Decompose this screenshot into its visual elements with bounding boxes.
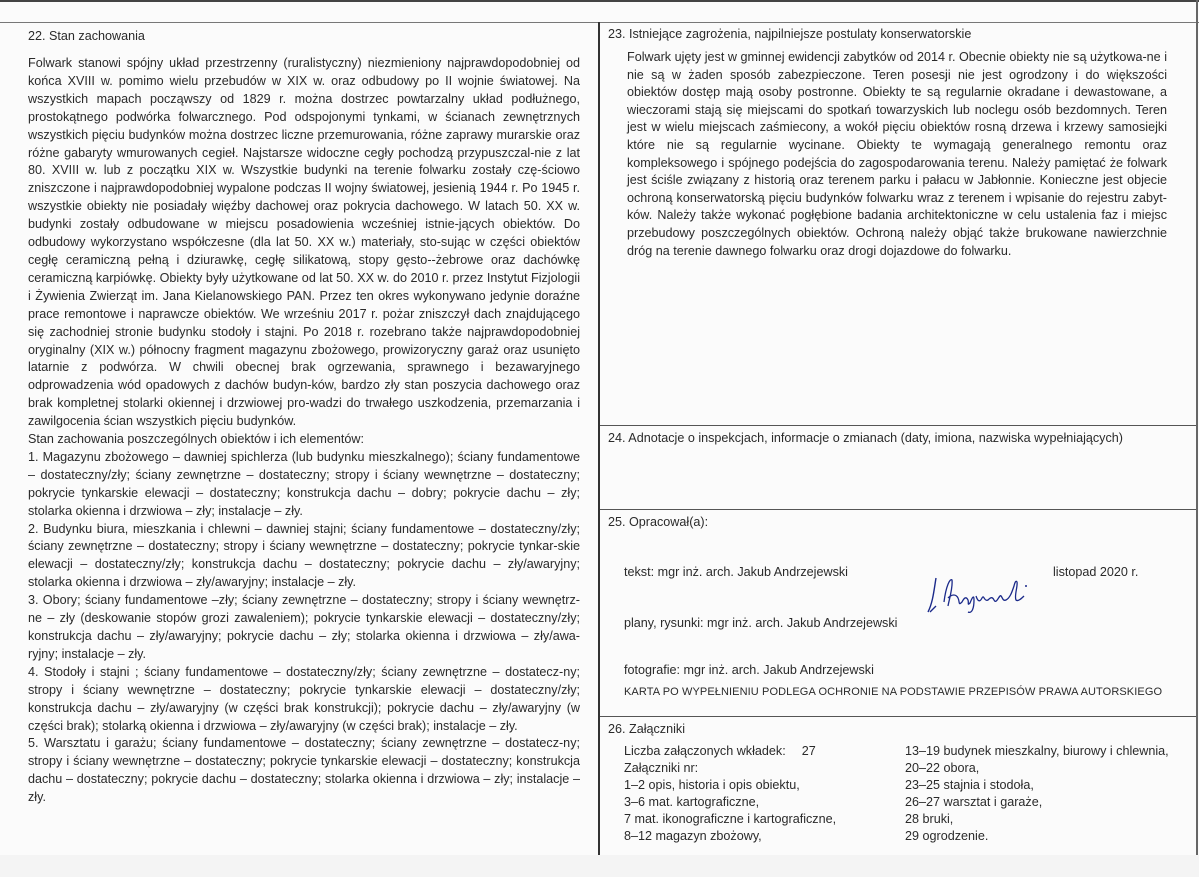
condition-item-2: 2. Budynku biura, mieszkania i chlewni – dawniej stajni; ściany fundamentowe – dostateczny/zły; ściany zewnętrzne – dostateczny; stropy i ściany wewnętrzne – dostateczny; pokrycie tynkar-skie elewacji – dostateczny/zły; konstrukcja dachu – dostateczny; pokrycie dachu – zły/awaryjny; stolarka okienna i drzwiowa – zły/awaryjny; instalacje – zły. — [28, 521, 580, 590]
section-25 — [600, 510, 1196, 717]
section-23 — [600, 22, 1196, 426]
section-24-title: 24. Adnotacje o inspekcjach, informacje o zmianach (daty, imiona, nazwiska wypełniających) — [608, 431, 1123, 445]
photos-author-line: fotografie: mgr inż. arch. Jakub Andrzejewski — [624, 663, 874, 677]
section-24 — [600, 426, 1196, 510]
attachment-item: 29 ogrodzenie. — [905, 829, 989, 843]
section-22-title: 22. Stan zachowania — [28, 29, 145, 43]
attachment-item: 1–2 opis, historia i opis obiektu, — [624, 778, 800, 792]
attachments-left — [624, 743, 836, 845]
section-23-title: 23. Istniejące zagrożenia, najpilniejsze postulaty konserwatorskie — [608, 27, 972, 41]
condition-paragraph: Folwark stanowi spójny układ przestrzenny (ruralistyczny) niezmieniony najprawdopodobniej od końca XVIII w. pomimo wielu przebudów w XIX w. oraz odbudowy po II wojnie światowej. Na wszystkich mapach począwszy od 1829 r. można dostrzec powtarzalny układ podłużnego, prostokątnego podwórka folwarcznego. Pod odspojonymi tynkami, w ścianach zewnętrznych wszystkich pięciu budynków można dostrzec liczne przemurowania, różne zaprawy murarskie oraz różne gabaryty wmurowanych cegieł. Najstarsze widoczne cegły pochodzą przypuszczal-nie z lat 80. XVIII w. lub z początku XIX w. Wszystkie budynki na terenie folwarku zostały czę-ściowo zniszczone i najprawdopodobniej wypalone podczas II wojny światowej, jesienią 1944 r. Po 1945 r. wszystkie obiekty nie posiadały więźby dachowej oraz pokrycia dachowego. W latach 50. XX w. budynki zostały odbudowane w miejscu posadowienia wcześniej istnie-jących obiektów. Do odbudowy wykorzystano współczesne (dla lat 50. XX w.) materiały, sto-sując w części obiektów cegłę ceramiczną pełną i dziurawkę, cegłę silikatową, stopy gęsto--żebrowe oraz dachówkę ceramiczną karpiówkę. Obiekty były użytkowane od lat 50. XX w. do 2010 r. przez Instytut Fizjologii i Żywienia Zwierząt im. Jana Kielanowskiego PAN. Przez ten okres wykonywano jedynie doraźne prace remontowe i naprawcze obiektów. We wrześniu 2017 r. pożar zniszczył dach znajdującego się zachodniej stronie budynku stodoły i stajni. Po 2018 r. rozebrano także najprawdopodobniej oryginalny (XIX w.) północny fragment magazynu zbożowego, prowizoryczny garaż oraz usunięto latarnie z podwórza. W chwili obecnej brak ogrzewania, sprawnego i bezawaryjnego odprowadzenia wód opadowych z dachów budyn-ków, bardzo zły stan poszycia dachowego oraz brak kompletnej stolarki okiennej i drzwiowej pro-wadzi do trwałego uszkodzenia, przemarzania i zawilgocenia ścian wszystkich pięciu budynków. — [28, 56, 580, 429]
attachment-item: 7 mat. ikonograficzne i kartograficzne, — [624, 812, 837, 826]
preparation-date: listopad 2020 r. — [1053, 565, 1139, 579]
attachment-item: 23–25 stajnia i stodoła, — [905, 778, 1034, 792]
signature-image — [922, 572, 1034, 616]
section-26-title: 26. Załączniki — [608, 722, 685, 736]
condition-item-3: 3. Obory; ściany fundamentowe –zły; ściany zewnętrzne – dostateczny; stropy i ściany wewnętrz-ne – zły (deskowanie stopów grozi zawaleniem); pokrycie tynkarskie elewacji – dostateczny/zły; konstrukcja dachu – zły/awaryjny; pokrycie dachu – zły; stolarka okienna i drzwiowa – zły/awa-ryjny; instalacje – zły. — [28, 593, 580, 661]
section-22 — [28, 27, 580, 807]
attachment-item: 20–22 obora, — [905, 761, 980, 775]
insert-count-label: Liczba załączonych wkładek: — [624, 744, 786, 758]
attachment-item: 8–12 magazyn zbożowy, — [624, 829, 762, 843]
section-23-body: Folwark ujęty jest w gminnej ewidencji zabytków od 2014 r. Obecnie obiekty nie są użytkowa-ne i nie są w żaden sposób zabezpieczone. Teren posesji nie jest ogrodzony i do większości obiektów dostęp mają osoby postronne. Obiekty te są regularnie okradane i dewastowane, a wieczorami stają się miejscami do spotkań towarzyskich lub noclegu osób bezdomnych. Teren jest w wielu miejscach zaśmiecony, a wokół pięciu obiektów rosną drzewa i krzewy samosiejki które nie są regularnie wycinane. Obiekty te wymagają generalnego remontu oraz kompleksowego i spójnego podejścia do zagospodarowania terenu. Należy pamiętać że folwark jest ściśle związany z historią oraz terenem parku i pałacu w Jabłonnie. Konieczne jest objecie ochroną konserwatorską pięciu budynków folwarku wraz z terenem i wpisanie do rejestru zabyt-ków. Należy także wykonać pogłębione badania architektoniczne w celu ustalenia faz i miejsc przebudowy poszczególnych obiektów. Ochroną należy objąć także brukowane nawierzchnie dróg na terenie dawnego folwarku oraz drogi dojazdowe do folwarku. — [627, 50, 1167, 258]
right-border — [1196, 0, 1198, 855]
top-border — [0, 0, 1199, 2]
attachments-label: Załączniki nr: — [624, 761, 699, 775]
condition-item-5: 5. Warsztatu i garażu; ściany fundamentowe – dostateczny; ściany zewnętrzne – dostatecz-ny; stropy i ściany wewnętrzne – dostateczny; pokrycie tynkarskie elewacji – dostateczny; konstrukcja dachu – dostateczny; pokrycie dachu – dostateczny; stolarka okienna i drzwiowa – zły; instalacje – zły. — [28, 736, 580, 805]
condition-item-1: 1. Magazynu zbożowego – dawniej spichlerza (lub budynku mieszkalnego); ściany fundamentowe – dostateczny/zły; ściany zewnętrzne – dostateczny; stropy i ściany wewnętrzne – dostateczny; pokrycie tynkarskie elewacji – dostateczny; konstrukcja dachu – dobry; pokrycie dachu – zły; stolarka okienna i drzwiowa – zły; instalacje – zły. — [28, 449, 580, 518]
attachments-right — [905, 743, 1169, 845]
attachment-item: 28 bruki, — [905, 812, 954, 826]
condition-intro: Stan zachowania poszczególnych obiektów i ich elementów: — [28, 432, 365, 447]
section-25-title: 25. Opracował(a): — [608, 515, 709, 529]
attachment-item: 26–27 warsztat i garaże, — [905, 795, 1043, 809]
attachment-item: 13–19 budynek mieszkalny, biurowy i chlewnia, — [905, 744, 1169, 758]
condition-item-4: 4. Stodoły i stajni ; ściany fundamentowe – dostateczny/zły; ściany zewnętrzne – dostatecz-ny; stropy i ściany wewnętrzne – dostateczny; pokrycie tynkarskie elewacji – dostateczny/zły; konstrukcja dachu – zły/awaryjny (w części brak konstrukcji); pokrycie dachu – zły/awaryjny (w części brak); stolarką okienna i drzwiowa – zły/awaryjny (w części brak); instalacje – zły. — [28, 664, 580, 733]
section-26 — [600, 717, 1196, 877]
text-author-line: tekst: mgr inż. arch. Jakub Andrzejewski — [624, 565, 848, 579]
insert-count-row — [624, 743, 836, 760]
attachment-item: 3–6 mat. kartograficzne, — [624, 795, 760, 809]
copyright-note: KARTA PO WYPEŁNIENIU PODLEGA OCHRONIE NA PODSTAWIE PRZEPISÓW PRAWA AUTORSKIEGO — [624, 686, 1163, 698]
insert-count-value: 27 — [801, 744, 816, 758]
plans-author-line: plany, rysunki: mgr inż. arch. Jakub Andrzejewski — [624, 616, 898, 630]
